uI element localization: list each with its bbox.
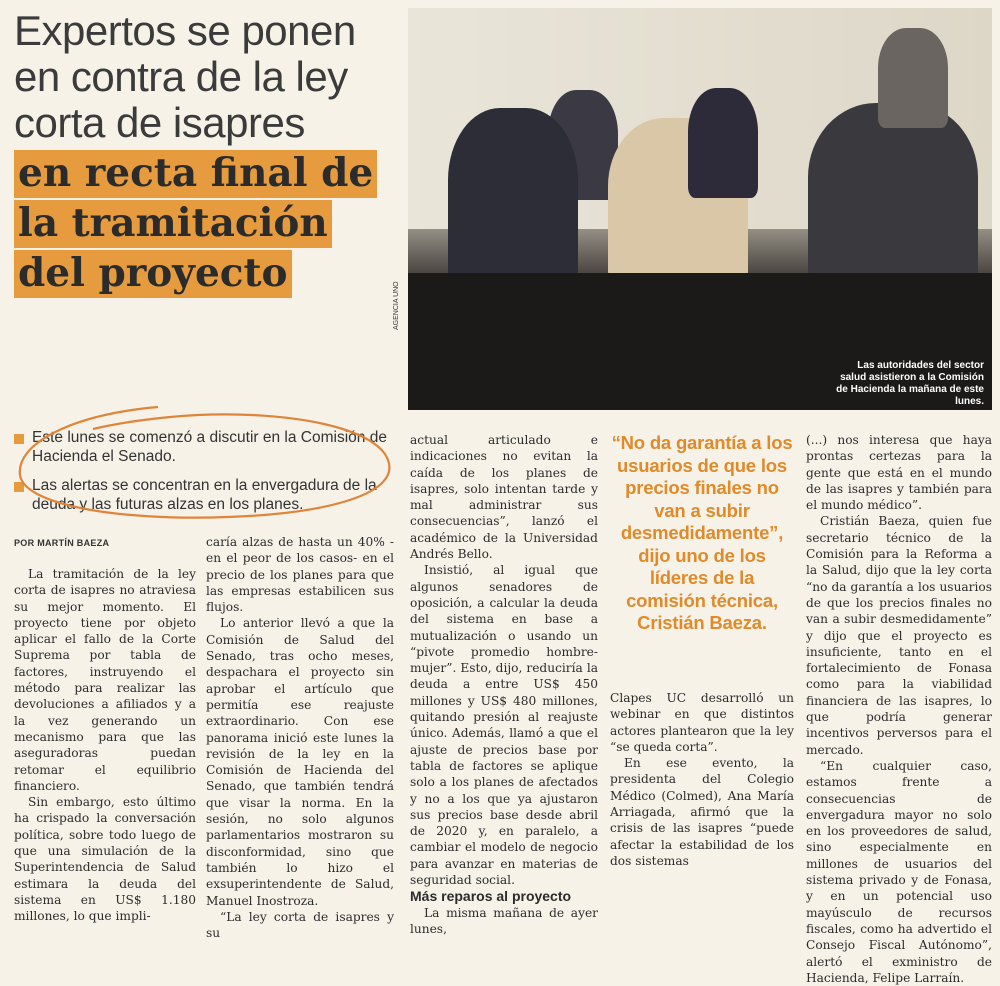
article-column-5 (806, 432, 992, 986)
photo-person (878, 28, 948, 128)
paragraph: “La ley corta de isapres y su (206, 909, 394, 941)
byline: POR MARTÍN BAEZA (14, 538, 110, 548)
summary-bullets (14, 428, 394, 524)
headline-highlight (14, 148, 406, 198)
article-column-2 (206, 534, 394, 941)
subheading: Más reparos al proyecto (410, 888, 572, 905)
bullet-item (14, 476, 394, 514)
headline-highlight (14, 248, 406, 298)
paragraph: caría alzas de hasta un 40% -en el peor de los casos- en el precio de los planes para que las empresas estabilicen sus flujos. (206, 535, 394, 615)
photo-person (448, 108, 578, 288)
bullet-text: Este lunes se comenzó a discutir en la Comisión de Hacienda el Senado. (32, 429, 387, 465)
article-column-1 (14, 566, 196, 925)
headline-highlight (14, 198, 406, 248)
bullet-item (14, 428, 394, 466)
article-column-4 (610, 690, 794, 869)
photo-person (808, 103, 978, 288)
paragraph: Clapes UC desarrolló un webinar en que distintos actores plantearon que la ley “se queda corta”. (610, 691, 794, 754)
paragraph: (...) nos interesa que haya prontas certezas para la gente que está en el mundo de las isapres y también para el mundo médico”. (806, 433, 992, 513)
article-column-3 (410, 432, 598, 937)
paragraph: Lo anterior llevó a que la Comisión de Salud del Senado, tras ocho meses, despachara el proyecto sin aprobar el artículo que permitía ese reajuste extraordinario. Con ese panorama inició este lunes la revisión de la ley en la Comisión de Hacienda del Senado, que también tendrá que visar la norma. En la sesión, no solo algunos parlamentarios mostraron su disconformidad, sino que también lo hizo el exsuperintendente de Salud, Manuel Inostroza. (206, 616, 394, 908)
pull-quote: “No da garantía a los usuarios de que los precios finales no van a subir desmedidamente”, dijo uno de los líderes de la comisión técnica, Cristián Baeza. (611, 432, 793, 633)
bullet-square-icon (14, 482, 24, 492)
paragraph: Cristián Baeza, quien fue secretario técnico de la Comisión para la Reforma a la Salud, dijo que la ley corta “no da garantía a los usuarios de que los precios finales no van a subir desmedidamente” y dijo que el proyecto es insuficiente, tanto en el fortalecimiento de Fonasa como para la viabilidad financiera de las isapres, lo que podría generar incentivos perversos para el mercado. (806, 514, 992, 757)
paragraph: actual articulado e indicaciones no evitan la caída de los planes de isapres, solo intentan tarde y mal administrar sus consecuencias”, lanzó el académico de la Universidad Andrés Bello. (410, 433, 598, 562)
paragraph: “En cualquier caso, estamos frente a consecuencias de envergadura mayor no solo en los proveedores de salud, sino especialmente en millones de usuarios del sistema privado y de Fonasa, y en un potencial uso mayúsculo de recursos fiscales, como ha advertido el Consejo Fiscal Autónomo”, alertó el exministro de Hacienda, Felipe Larraín. (806, 758, 992, 985)
headline-line: Expertos se ponen (14, 7, 356, 54)
bullet-text: Las alertas se concentran en la envergadura de la deuda y las futuras alzas en los planes. (32, 477, 377, 513)
news-photo (408, 8, 992, 410)
headline-highlight-line: del proyecto (14, 250, 292, 298)
paragraph: La misma mañana de ayer lunes, (410, 905, 598, 936)
paragraph: Sin embargo, esto último ha crispado la conversación política, sobre todo luego de que una simulación de la Superintendencia de Salud estimara la deuda del sistema en US$ 1.180 millones, lo que impli- (14, 795, 196, 924)
paragraph: En ese evento, la presidenta del Colegio Médico (Colmed), Ana María Arriagada, afirmó que la crisis de las isapres “puede afectar la estabilidad de los dos sistemas (610, 756, 794, 868)
paragraph: Insistió, al igual que algunos senadores de oposición, a calcular la deuda del sistema en base a mutualización o usando un “pivote promedio hombre-mujer”. Esto, dijo, reduciría la deuda a entre US$ 450 millones y US$ 480 millones, quitando presión al reajuste único. Además, llamó a que el ajuste de precios base por tabla de factores se aplique solo a los planes de afectados y no a los que ya ajustaron sus precios base desde abril de 2020 y, en paralelo, a cambiar el modelo de negocio para avanzar en materias de seguridad social. (410, 563, 598, 888)
headline-highlight-line: en recta final de (14, 150, 377, 198)
headline-highlight-line: la tramitación (14, 200, 332, 248)
headline (14, 8, 406, 298)
headline-line: en contra de la ley (14, 53, 348, 100)
photo-person (688, 88, 758, 198)
photo-caption: Las autoridades del sector salud asistieron a la Comisión de Hacienda la mañana de este lunes. (836, 360, 984, 407)
bullet-square-icon (14, 434, 24, 444)
photo-credit: AGENCIA UNO (393, 281, 400, 330)
paragraph: La tramitación de la ley corta de isapres no atraviesa su mejor momento. El proyecto tiene por objeto aplicar el fallo de la Corte Suprema por tabla de factores, instruyendo el método para realizar las devoluciones a afiliados y a la vez generando un mecanismo para que las aseguradoras puedan retomar el equilibrio financiero. (14, 567, 196, 793)
headline-line: corta de isapres (14, 99, 305, 146)
